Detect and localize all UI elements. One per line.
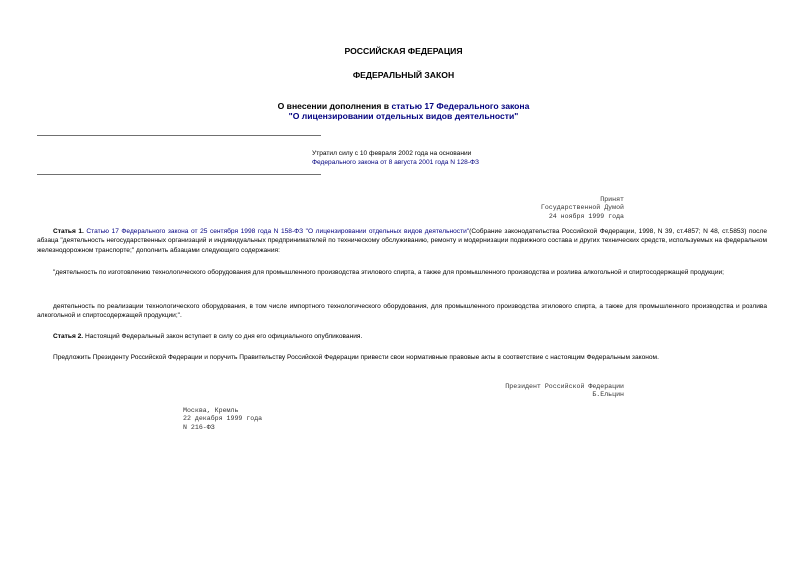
law-number: N 216-ФЗ: [183, 423, 215, 431]
bottom-divider: [37, 174, 321, 175]
article-2-text: Настоящий Федеральный закон вступает в силу со дня его официального опубликования.: [84, 333, 363, 340]
adopted-block: [541, 196, 624, 221]
signature-block: [505, 383, 624, 400]
article-1-quote1: "деятельность по изготовлению технологического оборудования для промышленного производства этилового спирта, а также для промышленного производства и розлива алкогольной и спиртосодержащей продукции;: [53, 269, 725, 276]
adopted-line1: Принят: [600, 196, 624, 203]
repeal-law-link[interactable]: Федерального закона от 8 августа 2001 года N 128-ФЗ: [312, 159, 480, 166]
article-2-label: Статья 2.: [53, 333, 84, 340]
place: Москва, Кремль: [183, 407, 239, 414]
adopted-line3: 24 ноября 1999 года: [548, 212, 624, 220]
article-1-label: Статья 1.: [53, 228, 84, 235]
document-title-line1: [0, 101, 807, 111]
status-line1: Утратил силу с 10 февраля 2002 года на основании: [312, 150, 472, 157]
date: 22 декабря 1999 года: [183, 415, 263, 423]
article-17-link[interactable]: статью 17 Федерального закона: [391, 101, 530, 111]
country-heading: РОССИЙСКАЯ ФЕДЕРАЦИЯ: [344, 46, 463, 56]
title-prefix: О внесении дополнения в: [277, 101, 392, 111]
article-1-text: (Собрание законодательства Российской Федерации, 1998, N 39, ст.4857; N 48, ст.5853) после абзаца "деятельность негосударственных организаций и индивидуальных предпринимателей по техническому обслуживанию, ремонту и модернизации подвижного состава и других технических средств, используемых на федеральном железнодорожном транспорте;" дополнить абзацами следующего содержания:: [37, 228, 767, 254]
article-2-paragraph: [37, 332, 767, 341]
licensing-law-link[interactable]: "О лицензировании отдельных видов деятельности": [288, 111, 519, 121]
top-divider: [37, 135, 321, 136]
adopted-line2: Государственной Думой: [540, 204, 624, 212]
signature-title: Президент Российской Федерации: [505, 383, 624, 390]
doc-type-heading: ФЕДЕРАЛЬНЫЙ ЗАКОН: [352, 70, 455, 80]
signature-name: Б.Ельцин: [592, 391, 624, 399]
place-date-block: [183, 407, 262, 432]
article-1-law-link[interactable]: Статью 17 Федерального закона от 25 сентября 1998 года N 158-ФЗ "О лицензировании отдельных видов деятельности": [86, 228, 470, 235]
document-title-line2: [0, 111, 807, 121]
proposal-paragraph: Предложить Президенту Российской Федерации и поручить Правительству Российской Федерации привести свои нормативные правовые акты в соответствие с настоящим Федеральным законом.: [53, 354, 659, 361]
article-1-paragraph: [37, 227, 767, 255]
article-1-quote2: деятельность по реализации технологического оборудования, в том числе импортного технологического оборудования, для промышленного производства этилового спирта, а также для промышленного производства и розлива алкогольной и спиртосодержащей продукции;".: [37, 303, 767, 320]
